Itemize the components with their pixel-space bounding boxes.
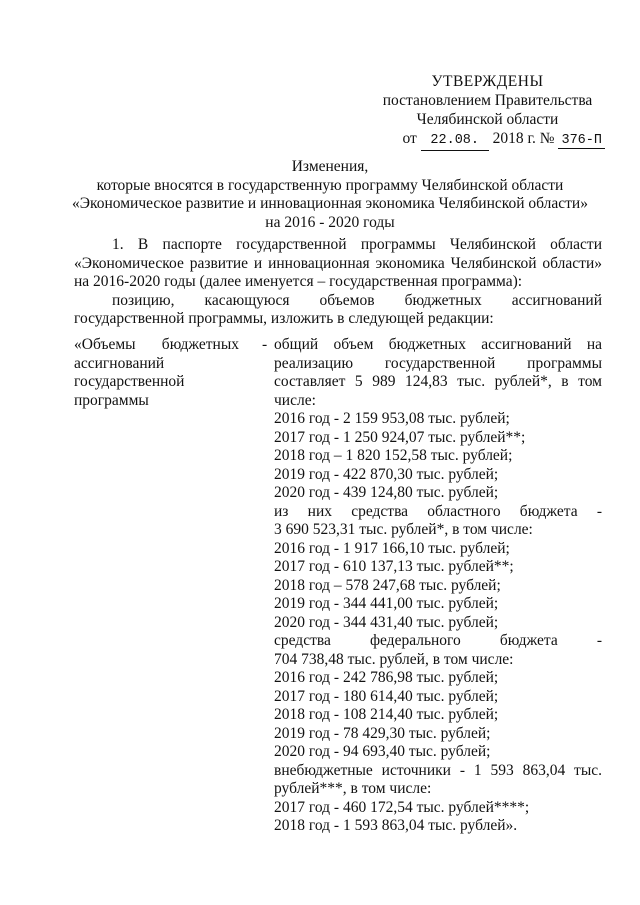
right-line: 2017 год - 180 614,40 тыс. рублей;	[274, 687, 499, 705]
approval-date-line	[370, 129, 605, 151]
table-dash: -	[262, 336, 268, 353]
right-line: составляет 5 989 124,83 тыс. рублей*, в том	[274, 373, 602, 390]
right-line: числе:	[274, 391, 316, 409]
right-line: 2019 год - 422 870,30 тыс. рублей;	[274, 465, 499, 483]
title-line-2: которые вносятся в государственную программу Челябинской области	[96, 176, 564, 194]
paragraph-1-line-3: на 2016-2020 годы (далее именуется – государственная программа):	[74, 273, 523, 290]
right-line: 2020 год - 439 124,80 тыс. рублей;	[274, 484, 499, 501]
right-line: 2018 год - 1 593 863,04 тыс. рублей».	[274, 817, 518, 834]
approval-line-2: Челябинской области	[416, 111, 559, 128]
left-line-1: «Объемы бюджетных	[74, 336, 239, 353]
approval-stamp	[370, 72, 605, 151]
right-line: 2016 год - 2 159 953,08 тыс. рублей;	[274, 410, 510, 427]
approval-heading: УТВЕРЖДЕНЫ	[431, 73, 544, 90]
title-line-3: «Экономическое развитие и инновационная экономика Челябинской области»	[72, 195, 588, 212]
paragraph-1-line-1: 1. В паспорте государственной программы Челябинской области	[112, 236, 602, 253]
approval-date: 22.08.	[421, 131, 489, 151]
right-line: 2018 год – 1 820 152,58 тыс. рублей;	[274, 447, 513, 464]
right-line: 2019 год - 344 441,00 тыс. рублей;	[274, 595, 499, 612]
right-line: 2020 год - 94 693,40 тыс. рублей;	[274, 743, 491, 760]
document-title	[60, 158, 600, 232]
right-line: 2018 год - 108 214,40 тыс. рублей;	[274, 706, 499, 723]
title-line-1: Изменения,	[291, 158, 369, 175]
right-line: 2017 год - 1 250 924,07 тыс. рублей**;	[274, 428, 526, 446]
right-line: 2018 год – 578 247,68 тыс. рублей;	[274, 576, 501, 594]
right-line: общий объем бюджетных ассигнований на	[274, 336, 602, 353]
table-left-column	[74, 336, 269, 410]
title-line-4: на 2016 - 2020 годы	[265, 213, 395, 231]
document-body	[74, 236, 602, 329]
right-line: 2016 год - 1 917 166,10 тыс. рублей;	[274, 539, 510, 557]
paragraph-2-line-2: государственной программы, изложить в следующей редакции:	[74, 310, 494, 327]
right-line: 2017 год - 610 137,13 тыс. рублей**;	[274, 558, 514, 575]
approval-date-prefix: от	[402, 130, 417, 147]
right-line: 2017 год - 460 172,54 тыс. рублей****;	[274, 798, 530, 816]
approval-number: 376-П	[558, 133, 605, 149]
paragraph-2-line-1: позицию, касающуюся объемов бюджетных ассигнований	[112, 291, 602, 309]
left-line-4: программы	[74, 391, 149, 409]
right-line: 2016 год - 242 786,98 тыс. рублей;	[274, 669, 499, 686]
right-line: внебюджетные источники - 1 593 863,04 тыс.	[274, 761, 602, 779]
right-line: 2019 год - 78 429,30 тыс. рублей;	[274, 724, 491, 742]
approval-line-1: постановлением Правительства	[382, 92, 593, 109]
right-line: рублей***, в том числе:	[274, 780, 432, 797]
left-line-3: государственной	[74, 373, 185, 390]
table-right-column	[274, 336, 602, 836]
right-line: 3 690 523,31 тыс. рублей*, в том числе:	[274, 521, 533, 538]
right-line: реализацию государственной программы	[274, 354, 602, 372]
right-line: 704 738,48 тыс. рублей, в том числе:	[274, 650, 514, 668]
right-line: средства федерального бюджета -	[274, 632, 602, 649]
right-line: 2020 год - 344 431,40 тыс. рублей;	[274, 613, 499, 631]
right-line: из них средства областного бюджета -	[274, 502, 602, 520]
paragraph-1-line-2: «Экономическое развитие и инновационная экономика Челябинской области»	[74, 254, 602, 272]
left-line-2: ассигнований	[74, 354, 165, 372]
approval-year: 2018 г. №	[492, 130, 555, 147]
